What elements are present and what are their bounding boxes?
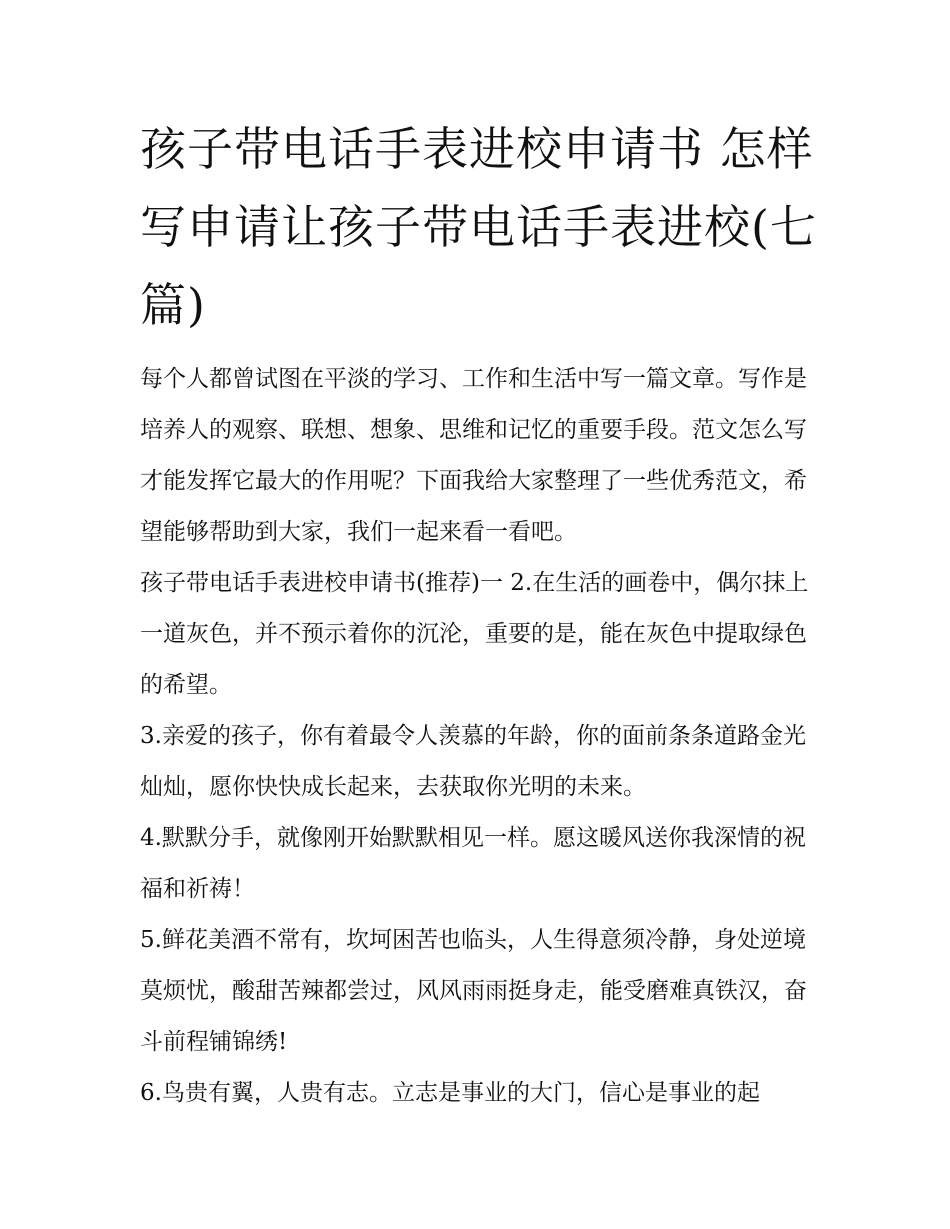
paragraph-5: 6.鸟贵有翼，人贵有志。立志是事业的大门，信心是事业的起 [140, 1080, 760, 1106]
paragraph-intro: 每个人都曾试图在平淡的学习、工作和生活中写一篇文章。写作是培养人的观察、联想、想象、思维和记忆的重要手段。范文怎么写才能发挥它最大的作用呢？下面我给大家整理了一些优秀范文，希望能够帮助到大家，我们一起来看一看吧。 [140, 366, 807, 545]
document-title: 孩子带电话手表进校申请书 怎样写申请让孩子带电话手表进校(七篇) [140, 122, 817, 332]
paragraph-3: 4.默默分手，就像刚开始默默相见一样。愿这暖风送你我深情的祝福和祈祷！ [140, 825, 806, 902]
paragraph-2: 3.亲爱的孩子，你有着最令人羡慕的年龄，你的面前条条道路金光灿灿，愿你快快成长起来，去获取你光明的未来。 [140, 723, 806, 800]
paragraph-1: 孩子带电话手表进校申请书(推荐)一 2.在生活的画卷中，偶尔抹上一道灰色，并不预示着你的沉沦，重要的是，能在灰色中提取绿色的希望。 [140, 570, 809, 698]
paragraph-4: 5.鲜花美酒不常有，坎坷困苦也临头，人生得意须冷静，身处逆境莫烦忧，酸甜苦辣都尝过，风风雨雨挺身走，能受磨难真铁汉，奋斗前程铺锦绣! [140, 927, 807, 1055]
document-body [140, 354, 820, 1119]
